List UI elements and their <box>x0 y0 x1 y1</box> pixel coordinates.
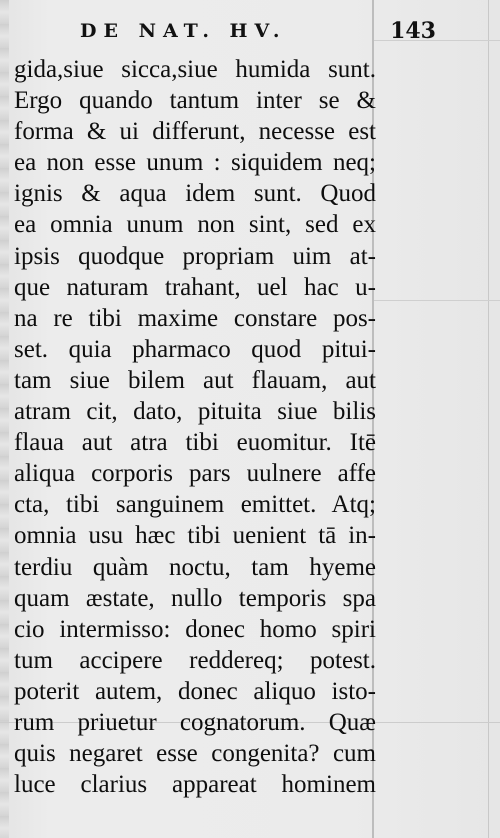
gutter-bleed <box>0 0 9 838</box>
text-line: poterit autem, donec aliquo isto- <box>14 677 376 705</box>
text-line: cta, tibi sanguinem emittet. Atq; <box>14 491 376 519</box>
scan-edge-rule <box>488 0 489 838</box>
text-line: que naturam trahant, uel hac u- <box>14 273 376 301</box>
text-line: gida,siue sicca,siue humida sunt. <box>14 56 376 83</box>
body-text <box>14 54 376 799</box>
text-line: luce clarius appareat hominem <box>14 771 376 799</box>
text-line: ignis & aqua idem sunt. Quod <box>14 180 376 208</box>
text-line: tum accipere reddereq; potest. <box>14 646 376 674</box>
text-line: terdiu quàm noctu, tam hyeme <box>14 553 376 581</box>
text-line: forma & ui differunt, necesse est <box>14 118 376 146</box>
text-line: flaua aut atra tibi euomitur. Itē <box>14 429 376 457</box>
text-line: aliqua corporis pars uulnere affe <box>14 460 376 488</box>
text-line: quis negaret esse congenita? cum <box>14 740 376 768</box>
margin-rule <box>374 300 500 301</box>
running-head: DE NAT. HV. <box>80 20 287 42</box>
text-line: set. quia pharmaco quod pitui- <box>14 335 376 363</box>
text-line: cio intermisso: donec homo spiri <box>14 615 376 643</box>
page-header <box>72 12 436 46</box>
page-number: 143 <box>390 18 436 44</box>
text-line: ea omnia unum non sint, sed ex <box>14 211 376 239</box>
text-line: tam siue bilem aut flauam, aut <box>14 366 376 394</box>
text-line: quam æstate, nullo temporis spa <box>14 584 376 612</box>
text-line: atram cit, dato, pituita siue bilis <box>14 398 376 426</box>
text-line: rum priuetur cognatorum. Quæ <box>14 708 376 736</box>
text-line: na re tibi maxime constare pos- <box>14 304 376 332</box>
text-line: ea non esse unum : siquidem neq; <box>14 149 376 177</box>
text-line: ipsis quodque propriam uim at- <box>14 242 376 270</box>
text-line: omnia usu hæc tibi uenient tā in- <box>14 522 376 550</box>
text-line: Ergo quando tantum inter se & <box>14 87 376 115</box>
